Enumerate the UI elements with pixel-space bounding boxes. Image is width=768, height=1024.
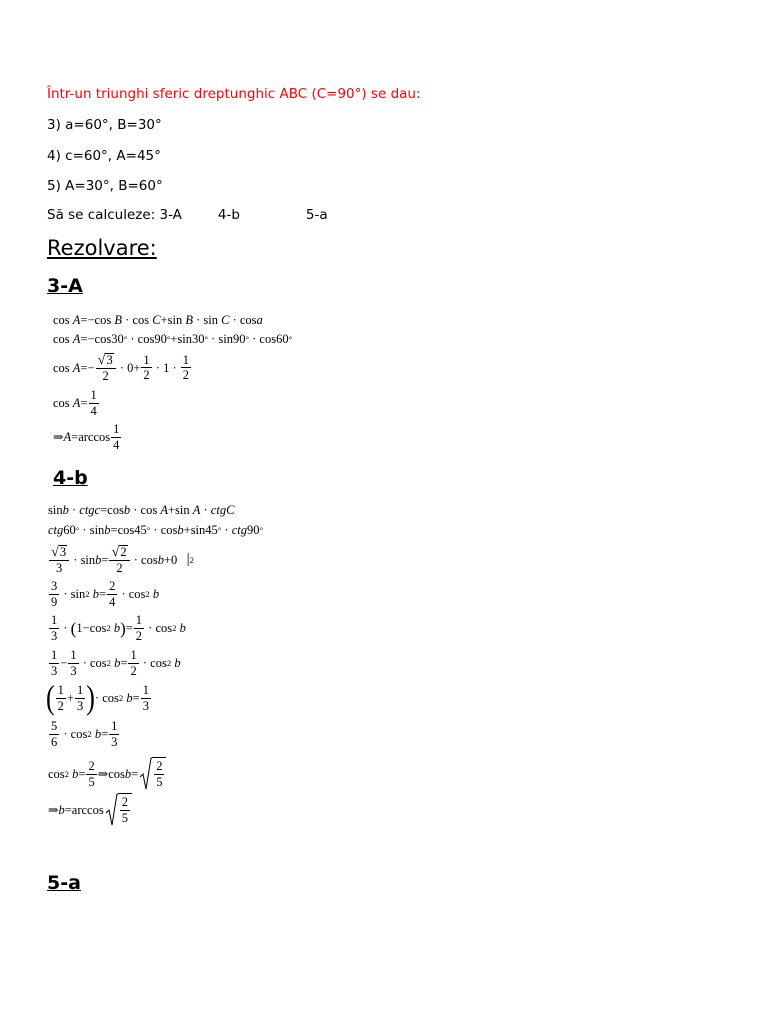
denominator: 3 [51,628,58,643]
fraction [56,684,66,712]
var-b: b [124,766,132,781]
sin-fn: sin [190,523,206,537]
fraction [49,580,59,608]
numerator: 1 [51,613,58,627]
value-45: 45 [134,523,147,537]
plus-op: + [183,523,191,537]
numerator: 1 [90,388,97,402]
fraction: √ 3 3 [49,545,69,575]
eq-sign: = [101,726,109,741]
eq-sign: =− [80,313,95,327]
value-30: 30 [111,332,124,346]
sin-fn: sin [70,586,86,601]
numerator: 1 [143,352,150,367]
implies-arrow: ⇒ [48,802,59,817]
fraction [49,649,59,677]
given-3: 3) a=60°, B=30° [47,117,162,133]
denominator: 2 [102,369,109,384]
eq-sign: =− [80,360,95,375]
value-90: 90 [246,523,260,537]
dot-op: · [71,503,77,517]
fraction [89,389,99,417]
cos-fn: cos [132,313,150,327]
var-b: b [104,523,111,537]
cos-fn: cos [94,332,112,346]
dot-op: · [232,313,237,327]
denominator: 2 [182,368,190,383]
dot-op: · [82,655,87,670]
var-B: B [185,313,193,327]
task-part-2: 4-b [217,207,240,223]
denominator: 3 [51,663,58,678]
numerator: 5 [51,719,58,733]
var-b: b [174,655,181,670]
numerator: 2 [156,759,163,773]
cos-fn: cos [53,395,70,410]
cos-fn: cos [53,332,70,346]
fraction [75,684,85,712]
dot-op: · [148,620,153,635]
ctg-fn: ctg [210,503,227,517]
fraction [86,760,96,788]
eq-sign: = [125,620,133,635]
cos-fn: cos [48,766,65,781]
var-b: b [92,586,100,601]
fraction [128,649,138,677]
cos-fn: cos [137,332,155,346]
denominator: 3 [55,561,63,576]
var-A: A [72,360,81,375]
plus-op: + [160,313,168,327]
eq-4-3: √ 3 3 · sin b = √ 2 2 · cos b +0 | 2 [51,544,195,576]
eq-4-7: ( $\frac{1}{2}$ + $\frac{1}{3}$ ) · cos 2 b = $\frac{1}{3}$ [46,678,149,717]
eq-4-5: $\frac{1}{3}$ · ( 1−cos 2 b ) = $\frac{1}{2}$ · cos 2 b [51,613,186,643]
var-C: C [226,503,235,517]
fraction [49,614,59,642]
var-b: b [177,523,184,537]
eq-4-6: $\frac{1}{3}$ − $\frac{1}{3}$ · cos 2 b = $\frac{1}{2}$ · cos 2 b [51,648,181,678]
fraction [120,796,130,824]
dot-op: · [155,360,160,375]
value-90: 90 [232,332,246,346]
task-part-3: 5-a [305,207,328,223]
var-b: b [58,802,65,817]
dot-op: · [63,726,68,741]
var-c: c [94,503,101,517]
cos-fn: cos [53,360,70,375]
cos-fn: cos [107,503,124,517]
denominator: 5 [88,774,95,789]
dot-op: · [133,503,138,517]
sin-fn: sin [218,332,233,346]
eq-sign: = [78,766,86,781]
numerator: 1 [76,683,84,697]
denominator: 2 [130,663,137,678]
numerator: 2 [121,795,128,809]
radicand: 3 [106,353,113,367]
denominator: 3 [142,698,149,713]
cos-fn: cos [259,332,277,346]
radicand: 2 [120,545,127,559]
value-30: 30 [191,332,205,346]
denominator: 2 [143,368,150,383]
eq-sign: =− [80,332,95,346]
var-b: b [114,655,121,670]
sin-fn: sin [89,523,105,537]
fraction [154,760,164,788]
sin-fn: sin [203,313,218,327]
dot-op: · [63,586,68,601]
denominator: 4 [113,437,120,452]
denominator: 2 [57,698,64,713]
plus-op: + [133,360,141,375]
given-4: 4) c=60°, A=45° [47,148,161,164]
plus-op: + [167,503,176,517]
cos-fn: cos [150,655,167,670]
section-3-heading: 3-A [47,275,83,297]
dot-op: · [196,313,201,327]
var-B: B [114,313,122,327]
dot-op: · [82,523,87,537]
cos-fn: cos [53,313,70,327]
denominator: 3 [76,698,84,713]
var-b: b [72,766,79,781]
arccos-fn: arccos [71,802,104,817]
minus-op: − [60,655,68,670]
cos-fn: cos [70,726,88,741]
numerator: 1 [51,648,58,662]
denominator: 3 [111,734,118,749]
dot-op: · [142,655,148,670]
dot-op: · [252,332,257,346]
numerator: 1 [111,719,118,733]
sin-fn: sin [177,332,192,346]
sin-fn: sin [167,313,183,327]
dot-op: · [224,523,229,537]
eq-sign: = [80,395,88,410]
var-b: b [95,552,102,567]
value-45: 45 [205,523,218,537]
dot-op: · [172,360,177,375]
numerator: 1 [135,613,143,627]
number: 1 [163,360,170,375]
denominator: 9 [51,594,58,609]
cos-fn: cos [94,313,112,327]
eq-sign: = [100,503,108,517]
eq-4-10 [48,793,132,827]
numerator: 1 [70,648,77,662]
eq-4-2: ctg 60 ° · sin b = cos 45 ° · cos b + sin 45 ° · ctg 90 ° [48,523,263,537]
radicand: 3 [59,545,67,559]
eq-3-5 [53,423,122,451]
var-b: b [179,620,186,635]
sin-fn: sin [175,503,190,517]
denominator: 2 [135,628,143,643]
dot-op: · [73,552,78,567]
var-A: A [160,503,168,517]
numerator: 1 [130,648,137,662]
eq-3-2: cos A =− cos 30 ° · cos 90 ° + sin 30 ° · sin 90 ° · cos 60 ° [53,332,293,346]
fraction [181,354,191,382]
eq-sign: = [99,586,107,601]
eq-3-4 [53,389,100,417]
var-b: b [152,586,160,601]
eq-3-1 [53,314,263,327]
denominator: 6 [51,734,58,749]
eq-sign: = [71,429,79,444]
eq-4-4: $\frac{3}{9}$ · sin 2 b = $\frac{2}{4}$ · cos 2 b [51,579,160,609]
numerator: 2 [88,759,95,773]
numerator: 1 [142,683,149,697]
cos-fn: cos [239,313,257,327]
var-b: b [157,552,164,567]
fraction [141,354,151,382]
implies-arrow: ⇒ [97,766,109,781]
var-A: A [72,395,81,410]
cos-fn: cos [128,586,146,601]
dot-op: · [125,313,130,327]
var-A: A [192,503,201,517]
section-5-heading: 5-a [47,872,81,894]
numerator: 2 [109,579,116,593]
plus-zero: +0 [163,552,178,567]
dot-op: · [130,332,135,346]
sin-fn: sin [80,552,96,567]
var-b: b [94,726,102,741]
denominator: 5 [156,774,163,789]
fraction [134,614,144,642]
section-4-heading: 4-b [53,467,88,489]
denominator: 2 [116,561,123,576]
eq-sign: = [110,523,118,537]
fraction: √ 2 2 [109,545,129,575]
bar: | [186,551,190,568]
var-b: b [113,620,121,635]
plus-op: + [170,332,178,346]
denominator: 4 [90,403,97,418]
cos-fn: cos [155,620,173,635]
given-5: 5) A=30°, B=60° [47,178,163,194]
numerator: 1 [57,683,64,697]
var-C: C [221,313,230,327]
cos-fn: cos [160,523,178,537]
cos-fn: cos [108,766,125,781]
var-A: A [72,332,81,346]
eq-sign: = [64,802,72,817]
eq-4-9: cos 2 b = $\frac{2}{5}$ ⇒ cos b = $\frac{2}{5}$ [48,757,166,791]
var-C: C [152,313,161,327]
square-root [106,793,132,827]
fraction [141,684,151,712]
dot-op: · [63,620,68,635]
eq-4-1 [48,504,234,517]
dot-op: · [133,552,138,567]
cos-fn: cos [140,503,158,517]
var-a: a [256,313,263,327]
eq-4-8: $\frac{5}{6}$ · cos 2 b = $\frac{1}{3}$ [51,719,118,749]
ctg-fn: ctg [79,503,95,517]
dot-op: · [211,332,216,346]
problem-statement: Într-un triunghi sferic dreptunghic ABC (C=90°) se dau: [47,86,421,102]
denominator: 3 [70,663,77,678]
fraction [68,649,78,677]
square-root [140,757,166,791]
radical-sign-icon [140,757,152,791]
ctg-fn: ctg [48,523,64,537]
fraction: √ 3 2 [96,353,116,383]
var-b: b [123,503,131,517]
numerator: 3 [51,579,58,593]
ctg-fn: ctg [231,523,247,537]
cos-fn: cos [141,552,158,567]
task-line [47,207,328,223]
dot-op: · [119,360,124,375]
var-b: b [62,503,69,517]
number: 0 [127,360,134,375]
fraction [111,423,121,451]
fraction [107,580,117,608]
dot-op: · [153,523,158,537]
eq-sign: = [120,655,128,670]
fraction [49,720,59,748]
dot-op: · [121,586,126,601]
value-60: 60 [63,523,76,537]
numerator: 1 [182,352,190,367]
task-label: Să se calculeze: 3-A [47,207,182,223]
denominator: 4 [109,594,116,609]
dot-op: · [94,690,100,705]
one-minus-cos: 1−cos [76,620,107,635]
eq-sign: = [101,552,109,567]
fraction [109,720,119,748]
eq-3-3 [53,353,192,383]
numerator: 1 [113,422,120,436]
dot-op: · [203,503,208,517]
var-A: A [63,429,72,444]
denominator: 5 [121,810,128,825]
cos-fn: cos [89,655,107,670]
solution-heading: Rezolvare: [47,236,157,260]
eq-sign: = [132,690,140,705]
plus-op: + [66,690,74,705]
radical-sign-icon [106,793,118,827]
implies-arrow: ⇒ [53,429,64,444]
value-90: 90 [154,332,167,346]
var-b: b [126,690,133,705]
eq-sign: = [131,766,139,781]
arccos-fn: arccos [78,429,111,444]
var-A: A [72,313,81,327]
cos-fn: cos [102,690,119,705]
value-60: 60 [276,332,289,346]
sin-fn: sin [48,503,63,517]
cos-fn: cos [117,523,135,537]
